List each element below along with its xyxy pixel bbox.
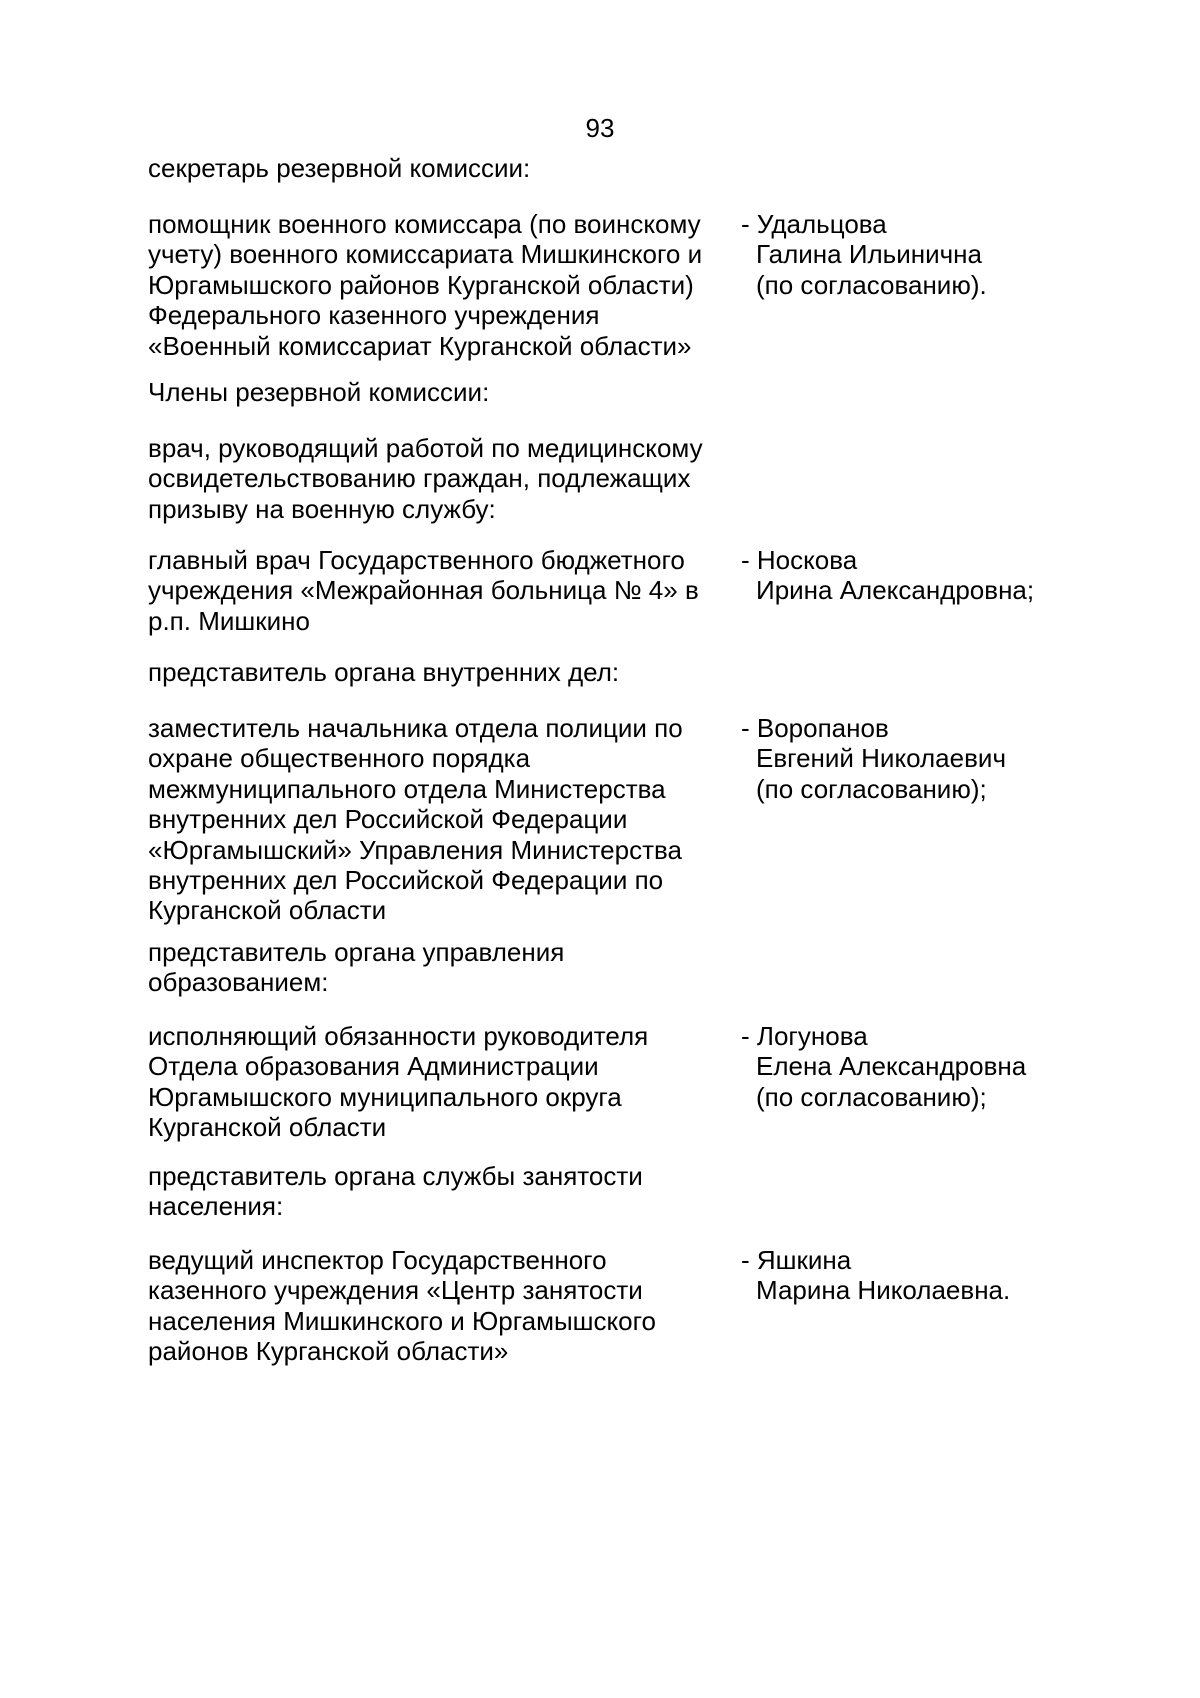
text-line: Юргамышского муниципального округа: [148, 1081, 622, 1112]
heading-text: [148, 433, 723, 524]
text-line: Отдела образования Администрации: [148, 1051, 599, 1082]
member-name: [741, 1245, 1081, 1306]
text-line: Курганской области: [148, 895, 387, 926]
text-line: помощник военного комиссара (по воинскому: [148, 209, 701, 239]
commission-member-entry: [148, 1021, 1027, 1143]
commission-member-entry: [148, 209, 987, 361]
text-line: казенного учреждения «Центр занятости: [148, 1275, 643, 1306]
heading-text: [148, 153, 723, 183]
name-line: Марина Николаевна.: [756, 1275, 1011, 1306]
text-line: охране общественного порядка: [148, 743, 531, 774]
text-line: Курганской области: [148, 1112, 387, 1143]
name-line: - Яшкина: [741, 1245, 852, 1275]
member-name: [741, 713, 1081, 804]
text-line: Юргамышского районов Курганской области): [148, 269, 694, 300]
text-line: образованием:: [148, 967, 329, 998]
text-line: призыву на военную службу:: [148, 493, 496, 524]
text-line: главный врач Государственного бюджетного: [148, 545, 685, 575]
position-description: [148, 209, 723, 361]
text-line: «Юргамышский» Управления Министерства: [148, 834, 682, 865]
text-line: врач, руководящий работой по медицинскому: [148, 433, 703, 463]
name-line: - Удальцова: [741, 209, 887, 239]
page-number: 93: [585, 113, 615, 143]
section-heading: [148, 377, 723, 407]
section-heading: [148, 1161, 723, 1222]
name-line: - Носкова: [741, 545, 858, 575]
section-heading: [148, 937, 723, 998]
text-line: освидетельствованию граждан, подлежащих: [148, 463, 691, 494]
text-line: секретарь резервной комиссии:: [148, 153, 531, 183]
text-line: ведущий инспектор Государственного: [148, 1245, 607, 1275]
commission-member-entry: [148, 545, 1035, 636]
name-line: (по согласованию);: [756, 773, 987, 804]
heading-text: [148, 657, 723, 687]
name-line: (по согласованию);: [756, 1081, 987, 1112]
commission-member-entry: [148, 713, 1006, 926]
text-line: заместитель начальника отдела полиции по: [148, 713, 683, 743]
text-line: внутренних дел Российской Федерации: [148, 804, 628, 835]
text-line: Члены резервной комиссии:: [148, 377, 490, 407]
text-line: районов Курганской области»: [148, 1336, 509, 1367]
section-heading: [148, 433, 723, 524]
position-description: [148, 713, 723, 926]
text-line: представитель органа службы занятости: [148, 1161, 643, 1191]
text-line: «Военный комиссариат Курганской области»: [148, 330, 692, 361]
text-line: населения Мишкинского и Юргамышского: [148, 1305, 657, 1336]
heading-text: [148, 1161, 723, 1222]
name-line: Елена Александровна: [756, 1051, 1027, 1082]
name-line: - Воропанов: [741, 713, 889, 743]
text-line: представитель органа управления: [148, 937, 565, 967]
name-line: Галина Ильинична: [756, 239, 982, 270]
position-description: [148, 1245, 723, 1367]
position-description: [148, 545, 723, 636]
text-line: учету) военного комиссариата Мишкинского и: [148, 239, 703, 270]
member-name: [741, 545, 1081, 606]
heading-text: [148, 937, 723, 998]
member-name: [741, 1021, 1081, 1112]
name-line: Ирина Александровна;: [756, 575, 1035, 606]
section-heading: [148, 153, 723, 183]
text-line: межмуниципального отдела Министерства: [148, 773, 666, 804]
name-line: - Логунова: [741, 1021, 868, 1051]
position-description: [148, 1021, 723, 1143]
text-line: населения:: [148, 1191, 284, 1222]
text-line: учреждения «Межрайонная больница № 4» в: [148, 575, 699, 606]
section-heading: [148, 657, 723, 687]
name-line: Евгений Николаевич: [756, 743, 1006, 774]
name-line: (по согласованию).: [756, 269, 987, 300]
member-name: [741, 209, 1081, 300]
heading-text: [148, 377, 723, 407]
text-line: Федерального казенного учреждения: [148, 300, 600, 331]
text-line: внутренних дел Российской Федерации по: [148, 865, 664, 896]
text-line: исполняющий обязанности руководителя: [148, 1021, 649, 1051]
text-line: р.п. Мишкино: [148, 605, 310, 636]
commission-member-entry: [148, 1245, 1011, 1367]
text-line: представитель органа внутренних дел:: [148, 657, 620, 687]
